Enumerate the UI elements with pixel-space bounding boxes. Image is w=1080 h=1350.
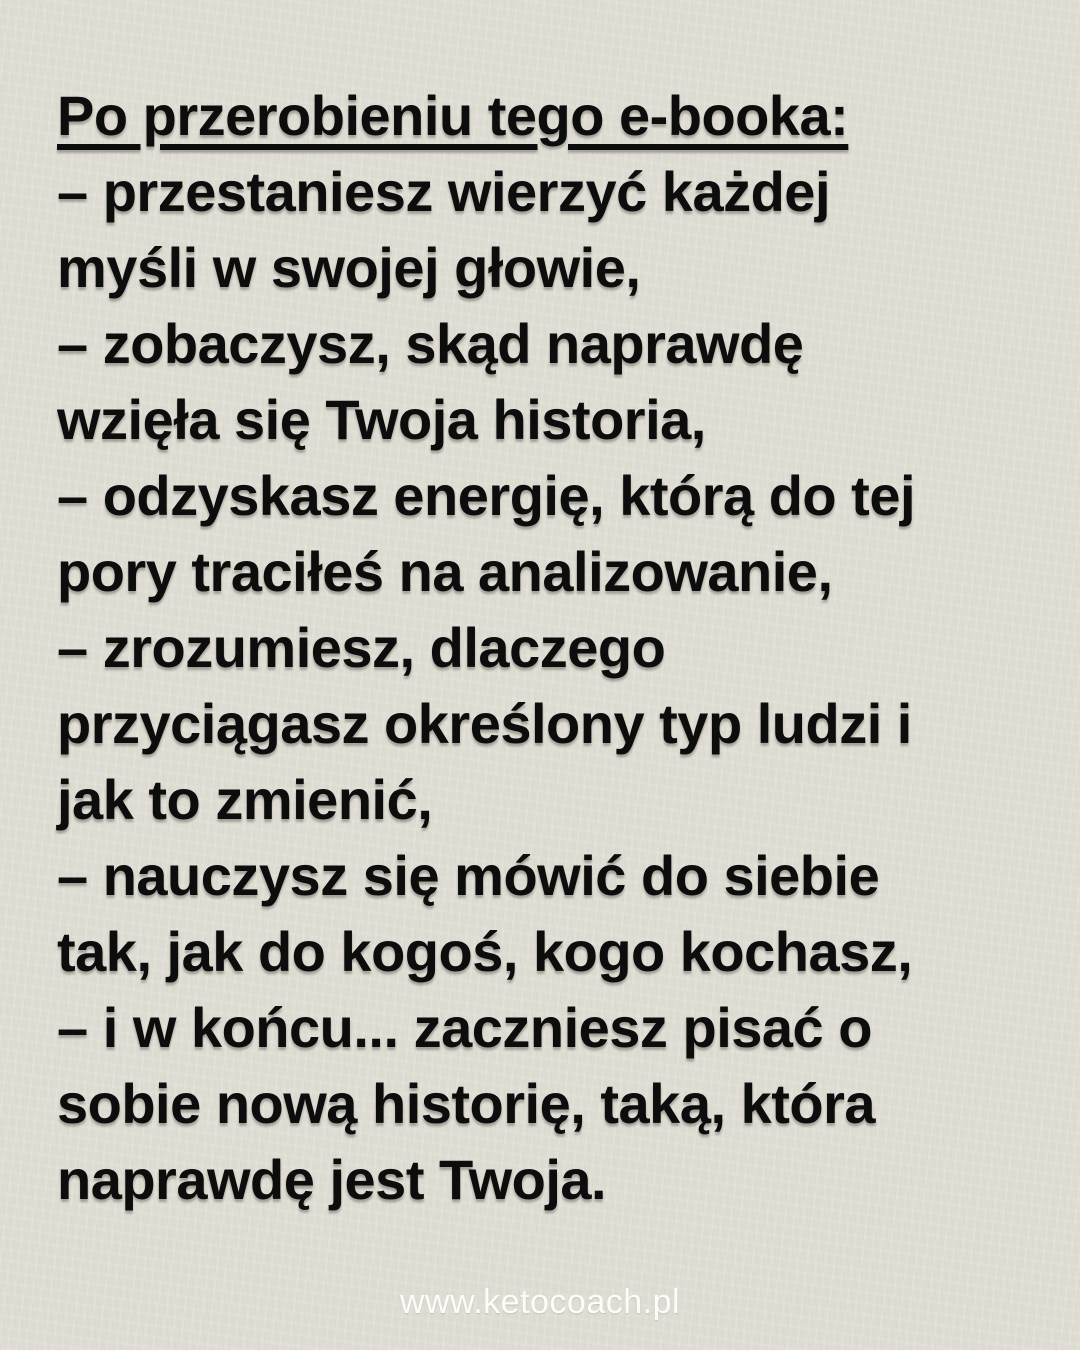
body-line: – zobaczysz, skąd naprawdę <box>57 312 804 375</box>
body-line: przyciągasz określony typ ludzi i <box>57 692 912 755</box>
body-line: – i w końcu... zaczniesz pisać o <box>57 996 872 1059</box>
body-line: myśli w swojej głowie, <box>57 236 641 299</box>
text-block <box>57 78 1040 1218</box>
body-line: – przestaniesz wierzyć każdej <box>57 160 830 223</box>
body-line: – odzyskasz energię, którą do tej <box>57 464 916 527</box>
footer-url: www.ketocoach.pl <box>399 1283 681 1321</box>
body-line: wzięła się Twoja historia, <box>57 388 706 451</box>
body-line: – nauczysz się mówić do siebie <box>57 844 880 907</box>
body-line: – zrozumiesz, dlaczego <box>57 616 666 679</box>
body-line: naprawdę jest Twoja. <box>57 1148 607 1211</box>
body-line: jak to zmienić, <box>57 768 433 831</box>
heading: Po przerobieniu tego e-booka: <box>57 84 849 147</box>
body-line: tak, jak do kogoś, kogo kochasz, <box>57 920 913 983</box>
body-line: sobie nową historię, taką, która <box>57 1072 876 1135</box>
body-line: pory traciłeś na analizowanie, <box>57 540 833 603</box>
